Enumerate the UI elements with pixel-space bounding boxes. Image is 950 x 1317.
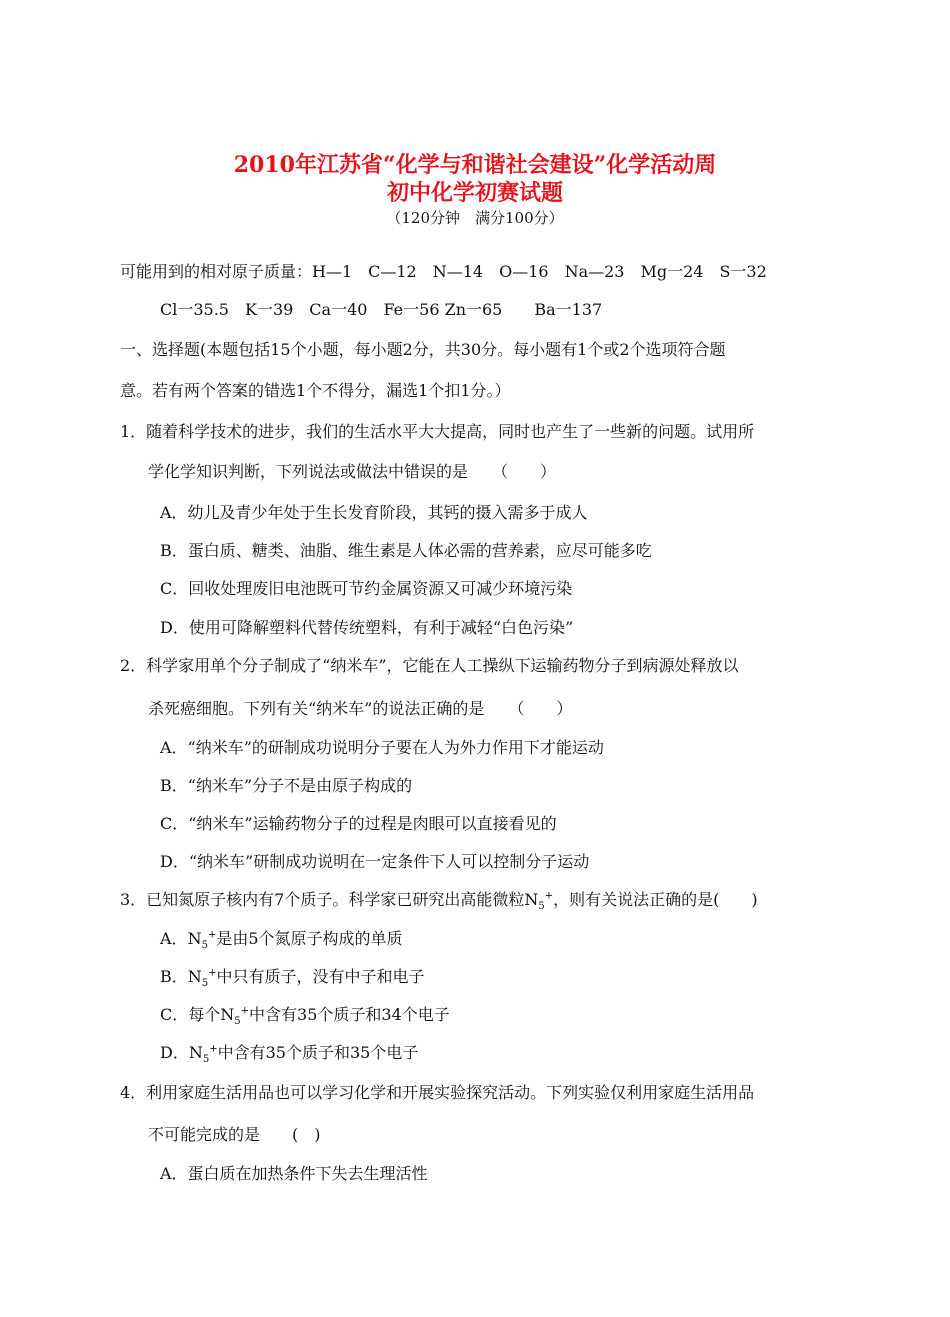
q3-option-b-formula: N xyxy=(187,967,202,986)
q3-option-b xyxy=(160,966,425,988)
q3-option-a-label: A． xyxy=(160,929,188,948)
q4-option-a: A．蛋白质在加热条件下失去生理活性 xyxy=(160,1164,428,1183)
q2-stem-line1: 2．科学家用单个分子制成了“纳米车”，它能在人工操纵下运输药物分子到病源处释放以 xyxy=(120,656,739,675)
q3-option-c-label: C． xyxy=(160,1005,189,1024)
q3-option-a-text: 是由5个氮原子构成的单质 xyxy=(216,929,403,948)
q3-option-c-superscript: + xyxy=(240,1005,250,1017)
q3-option-b-subscript: 5 xyxy=(201,978,209,990)
q4-stem-line1: 4．利用家庭生活用品也可以学习化学和开展实验探究活动。下列实验仅利用家庭生活用品 xyxy=(120,1083,755,1102)
q3-option-c xyxy=(160,1004,450,1026)
q3-stem-pre: 3．已知氮原子核内有7个质子。科学家已研究出高能微粒N xyxy=(120,890,539,909)
q3-option-d-text: 中含有35个质子和35个电子 xyxy=(217,1043,419,1062)
q1-stem-line1: 1．随着科学技术的进步，我们的生活水平大大提高，同时也产生了一些新的问题。试用所 xyxy=(120,422,755,441)
q1-option-d: D．使用可降解塑料代替传统塑料，有利于减轻“白色污染” xyxy=(160,618,574,637)
q2-stem-line2: 杀死癌细胞。下列有关“纳米车”的说法正确的是 （ ） xyxy=(148,699,573,718)
q3-option-d-label: D． xyxy=(160,1043,189,1062)
q2-option-b: B．“纳米车”分子不是由原子构成的 xyxy=(160,776,413,795)
q3-option-a-superscript: + xyxy=(207,929,217,941)
exam-title-line1: 2010年江苏省“化学与和谐社会建设”化学活动周 xyxy=(233,152,717,178)
exam-title-line2: 初中化学初赛试题 xyxy=(386,180,563,206)
q3-option-b-text: 中只有质子，没有中子和电子 xyxy=(216,967,425,986)
q3-option-a-formula: N xyxy=(187,929,202,948)
exam-subtitle: （120分钟 满分100分） xyxy=(386,209,564,227)
q2-option-d: D．“纳米车”研制成功说明在一定条件下人可以控制分子运动 xyxy=(160,852,590,871)
q3-option-d-superscript: + xyxy=(209,1043,218,1055)
q3-option-a xyxy=(160,928,403,950)
q3-option-b-superscript: + xyxy=(208,967,217,979)
q1-option-c: C．回收处理废旧电池既可节约金属资源又可减少环境污染 xyxy=(160,579,573,598)
q3-option-b-label: B． xyxy=(160,967,188,986)
q3-option-c-text: 中含有35个质子和34个电子 xyxy=(249,1005,450,1024)
q1-option-b: B．蛋白质、糖类、油脂、维生素是人体必需的营养素，应尽可能多吃 xyxy=(160,541,652,560)
q4-stem-line2: 不可能完成的是 ( ) xyxy=(148,1125,321,1144)
q2-option-c: C．“纳米车”运输药物分子的过程是肉眼可以直接看见的 xyxy=(160,814,557,833)
atomic-mass-line2: Cl一35.5 K一39 Ca一40 Fe一56 Zn一65 Ba一137 xyxy=(160,300,603,319)
q3-stem-superscript: + xyxy=(544,890,554,902)
section-instructions-line1: 一、选择题(本题包括15个小题，每小题2分，共30分。每小题有1个或2个选项符合题 xyxy=(120,340,726,359)
q3-option-a-subscript: 5 xyxy=(201,940,208,952)
q1-option-a: A．幼儿及青少年处于生长发育阶段，其钙的摄入需多于成人 xyxy=(160,503,588,522)
q3-option-c-formula: 每个N xyxy=(188,1005,235,1024)
q3-stem xyxy=(120,889,758,911)
q3-option-d xyxy=(160,1042,418,1064)
q3-option-d-subscript: 5 xyxy=(202,1054,210,1066)
q1-stem-line2: 学化学知识判断，下列说法或做法中错误的是 （ ） xyxy=(148,462,557,481)
atomic-mass-line1: 可能用到的相对原子质量：H—1 C—12 N—14 O—16 Na—23 Mg一24 S一32 xyxy=(120,262,767,281)
q3-stem-subscript: 5 xyxy=(538,901,545,913)
q2-option-a: A．“纳米车”的研制成功说明分子要在人为外力作用下才能运动 xyxy=(160,738,604,757)
section-instructions-line2: 意。若有两个答案的错选1个不得分，漏选1个扣1分。） xyxy=(120,381,511,400)
q3-option-c-subscript: 5 xyxy=(234,1016,241,1028)
q3-option-d-formula: N xyxy=(188,1043,203,1062)
q3-stem-post: ，则有关说法正确的是( ) xyxy=(553,890,758,909)
